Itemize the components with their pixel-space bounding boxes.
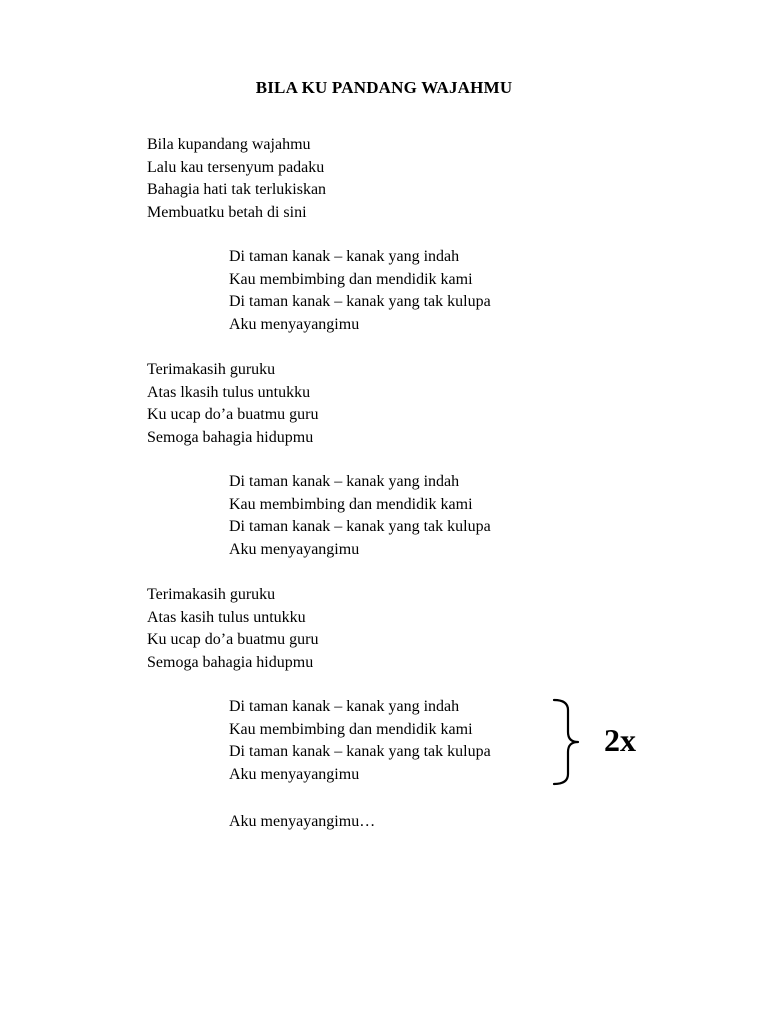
lyric-line: Bila kupandang wajahmu: [147, 136, 311, 153]
lyric-line: Bahagia hati tak terlukiskan: [147, 181, 327, 199]
lyric-line: Di taman kanak – kanak yang indah: [229, 473, 460, 490]
lyric-line: Di taman kanak – kanak yang tak kulupa: [229, 293, 491, 311]
verse-2: [147, 359, 319, 449]
lyric-line: Kau membimbing dan mendidik kami: [229, 495, 473, 513]
lyric-line: Kau membimbing dan mendidik kami: [229, 720, 473, 738]
lyric-line: Ku ucap do’a buatmu guru: [147, 406, 319, 424]
lyric-line: Terimakasih guruku: [147, 586, 276, 603]
chorus-1: [229, 246, 491, 336]
lyric-line: Semoga bahagia hidupmu: [147, 653, 314, 671]
lyric-line: Aku menyayangimu: [229, 540, 360, 558]
lyric-line: Aku menyayangimu…: [229, 813, 376, 830]
repeat-marker: 2x: [604, 722, 636, 758]
lyric-line: Di taman kanak – kanak yang tak kulupa: [229, 743, 491, 761]
lyric-line: Aku menyayangimu: [229, 765, 360, 783]
lyric-line: Semoga bahagia hidupmu: [147, 428, 314, 446]
lyric-line: Kau membimbing dan mendidik kami: [229, 270, 473, 288]
lyric-line: Di taman kanak – kanak yang indah: [229, 698, 460, 715]
lyric-line: Terimakasih guruku: [147, 361, 276, 378]
chorus-3: [229, 696, 491, 786]
lyric-line: Ku ucap do’a buatmu guru: [147, 631, 319, 649]
verse-1: [147, 134, 326, 224]
song-title: BILA KU PANDANG WAJAHMU: [255, 78, 513, 97]
lyric-line: Membuatku betah di sini: [147, 203, 307, 221]
lyric-line: Di taman kanak – kanak yang tak kulupa: [229, 518, 491, 536]
lyric-line: Atas lkasih tulus untukku: [147, 383, 311, 401]
curly-brace-icon: [552, 698, 588, 786]
lyric-line: Di taman kanak – kanak yang indah: [229, 248, 460, 265]
verse-3: [147, 584, 319, 674]
chorus-2: [229, 471, 491, 561]
lyric-line: Atas kasih tulus untukku: [147, 608, 306, 626]
outro: [229, 811, 375, 834]
lyric-line: Lalu kau tersenyum padaku: [147, 158, 325, 176]
lyric-line: Aku menyayangimu: [229, 315, 360, 333]
